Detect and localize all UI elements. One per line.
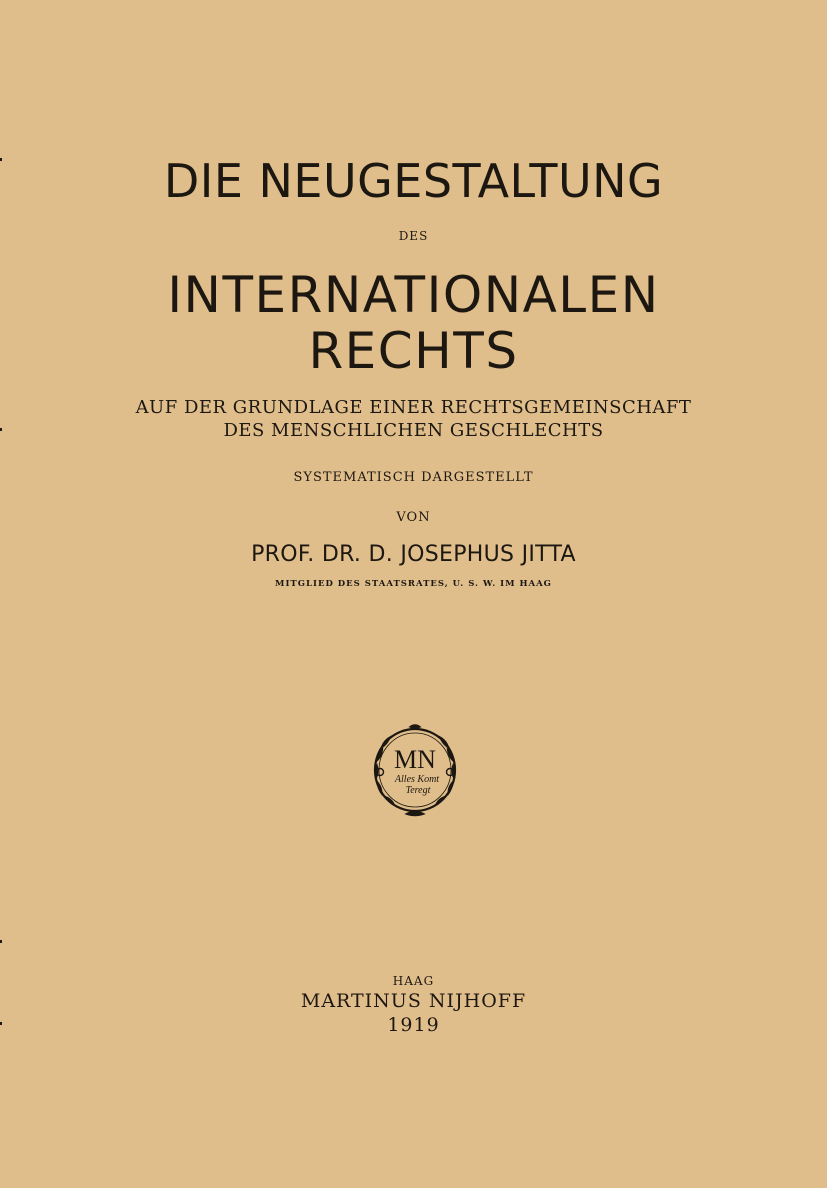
edge-mark: [0, 1022, 2, 1025]
publisher-emblem: [361, 718, 469, 822]
method-note: SYSTEMATISCH DARGESTELLT: [293, 470, 534, 485]
subtitle-line-1: AUF DER GRUNDLAGE EINER RECHTSGEMEINSCHAFT: [135, 397, 692, 418]
edge-mark: [0, 428, 2, 431]
title-line-2: INTERNATIONALEN: [167, 266, 660, 324]
edge-mark: [0, 940, 2, 943]
by-word: VON: [396, 510, 431, 525]
title-connector: DES: [398, 229, 429, 243]
subtitle-line-2: DES MENSCHLICHEN GESCHLECHTS: [223, 420, 604, 441]
imprint-year: 1919: [387, 1014, 440, 1036]
title-line-3: RECHTS: [308, 322, 519, 380]
emblem-motto-line-1: Alles Komt: [394, 774, 440, 785]
title-line-1: DIE NEUGESTALTUNG: [163, 154, 664, 208]
author-name: PROF. DR. D. JOSEPHUS JITTA: [251, 542, 576, 567]
emblem-monogram: MN: [394, 745, 436, 774]
imprint-place: HAAG: [392, 974, 435, 988]
edge-mark: [0, 158, 2, 161]
author-role: MITGLIED DES STAATSRATES, U. S. W. IM HAAG: [275, 579, 552, 589]
imprint-publisher: MARTINUS NIJHOFF: [300, 990, 527, 1012]
emblem-motto-line-2: Teregt: [405, 785, 431, 796]
